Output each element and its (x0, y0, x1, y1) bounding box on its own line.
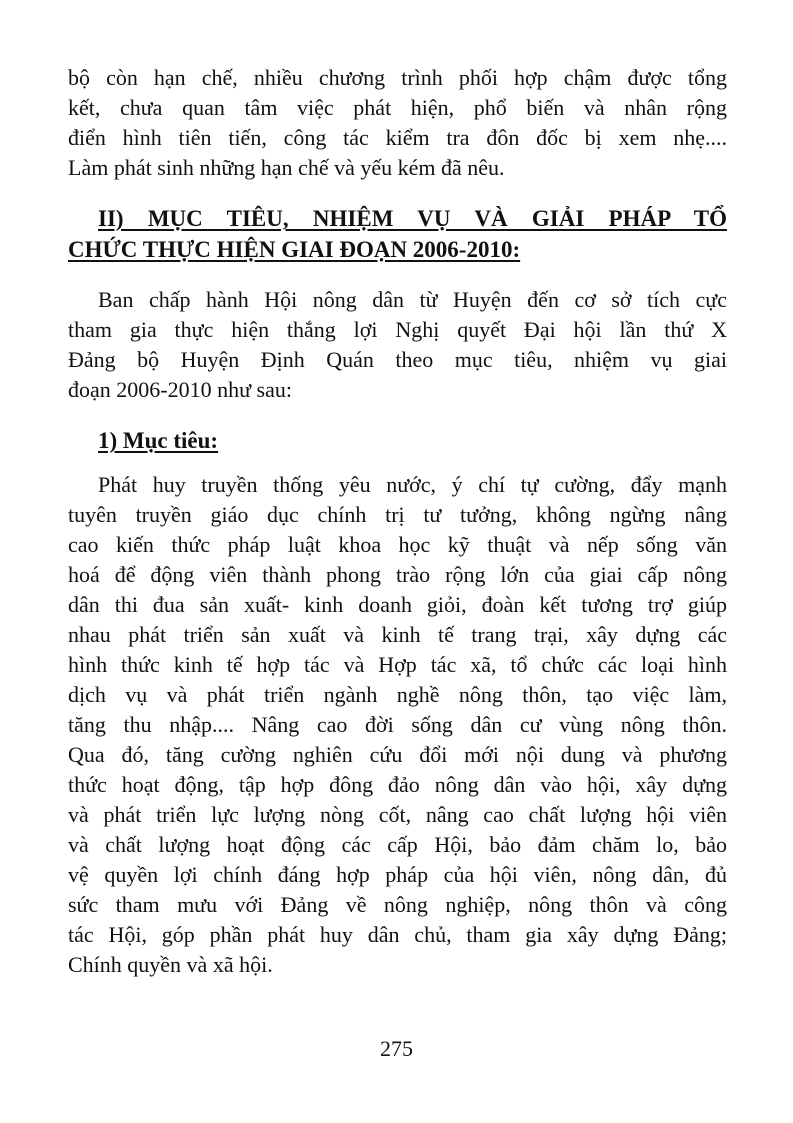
text-line: dịch vụ và phát triển ngành nghề nông thôn, tạo việc làm, (68, 682, 727, 707)
text-line: Làm phát sinh những hạn chế và yếu kém đã nêu. (68, 155, 505, 180)
text-line: điển hình tiên tiến, công tác kiểm tra đôn đốc bị xem nhẹ.... (68, 125, 727, 150)
text-line: dân thi đua sản xuất- kinh doanh giỏi, đoàn kết tương trợ giúp (68, 592, 727, 617)
text-line: kết, chưa quan tâm việc phát hiện, phổ biến và nhân rộng (68, 95, 727, 120)
text-line: Phát huy truyền thống yêu nước, ý chí tự cường, đẩy mạnh (98, 472, 727, 497)
text-line: cao kiến thức pháp luật khoa học kỹ thuật và nếp sống văn (68, 532, 727, 557)
text-line: bộ còn hạn chế, nhiều chương trình phối hợp chậm được tổng (68, 65, 727, 90)
text-line: hình thức kinh tế hợp tác và Hợp tác xã, tổ chức các loại hình (68, 652, 727, 677)
text-line: vệ quyền lợi chính đáng hợp pháp của hội viên, nông dân, đủ (68, 862, 727, 887)
page-number: 275 (380, 1036, 413, 1061)
text-line: Ban chấp hành Hội nông dân từ Huyện đến cơ sở tích cực (98, 287, 727, 312)
text-line: sức tham mưu với Đảng về nông nghiệp, nông thôn và công (68, 892, 727, 917)
subheading: 1) Mục tiêu: (98, 428, 219, 453)
text-line: Chính quyền và xã hội. (68, 952, 273, 977)
text-line: tham gia thực hiện thắng lợi Nghị quyết Đại hội lần thứ X (68, 317, 727, 342)
text-line: Qua đó, tăng cường nghiên cứu đổi mới nội dung và phương (68, 742, 727, 767)
text-line: hoá để động viên thành phong trào rộng lớn của giai cấp nông (68, 562, 727, 587)
text-line: nhau phát triển sản xuất và kinh tế trang trại, xây dựng các (68, 622, 727, 647)
text-line: tăng thu nhập.... Nâng cao đời sống dân cư vùng nông thôn. (68, 712, 727, 737)
heading-line: CHỨC THỰC HIỆN GIAI ĐOẠN 2006-2010: (68, 237, 521, 262)
text-line: tuyên truyền giáo dục chính trị tư tưởng, không ngừng nâng (68, 502, 727, 527)
text-line: và chất lượng hoạt động các cấp Hội, bảo đảm chăm lo, bảo (68, 832, 727, 857)
heading-line: II) MỤC TIÊU, NHIỆM VỤ VÀ GIẢI PHÁP TỔ (98, 206, 727, 231)
text-line: Đảng bộ Huyện Định Quán theo mục tiêu, nhiệm vụ giai (68, 347, 727, 372)
text-line: tác Hội, góp phần phát huy dân chủ, tham gia xây dựng Đảng; (68, 922, 727, 947)
text-line: và phát triển lực lượng nòng cốt, nâng cao chất lượng hội viên (68, 802, 727, 827)
text-line: đoạn 2006-2010 như sau: (68, 377, 292, 402)
text-line: thức hoạt động, tập hợp đông đảo nông dân vào hội, xây dựng (68, 772, 727, 797)
